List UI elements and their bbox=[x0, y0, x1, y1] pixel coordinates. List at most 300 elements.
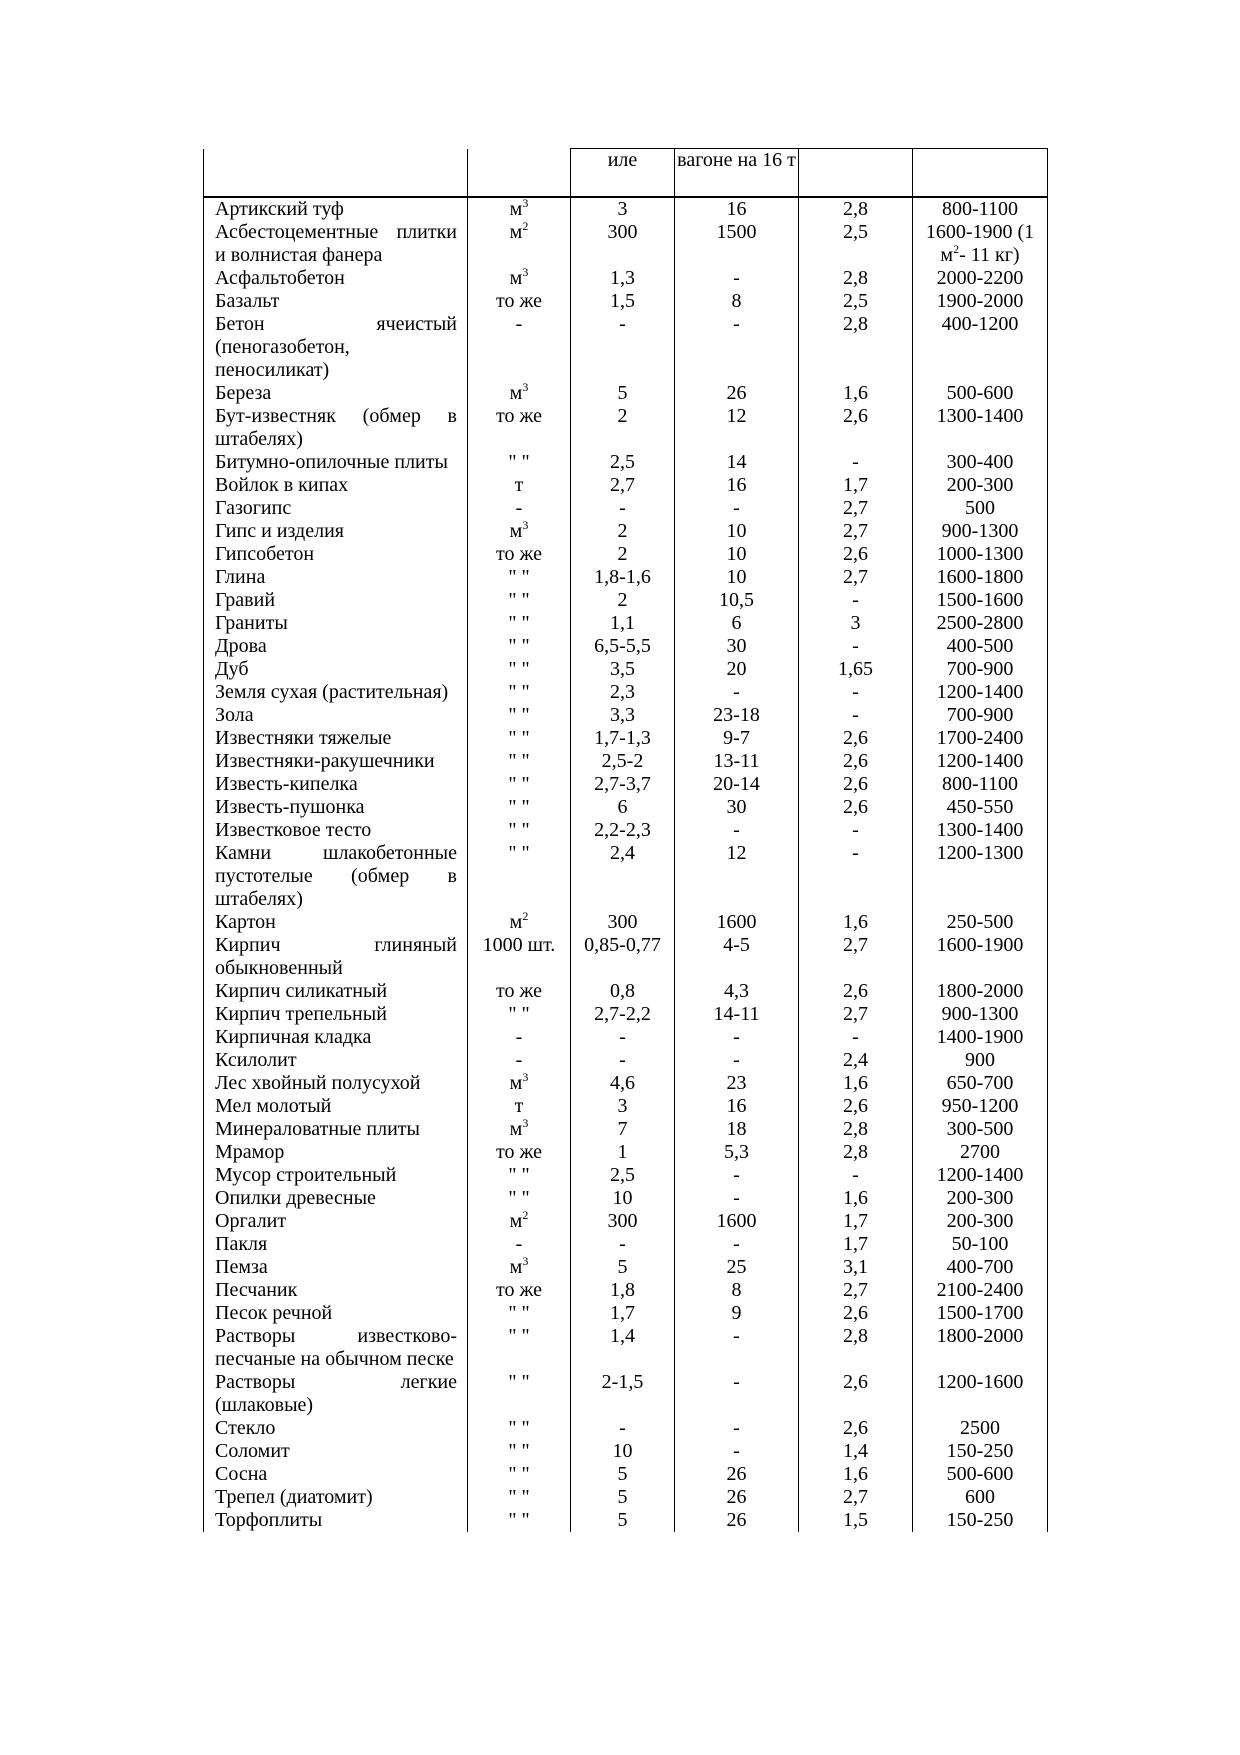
cell-quantity: 5 bbox=[571, 1486, 675, 1509]
cell-coefficient: - bbox=[799, 704, 913, 727]
cell-wagon-load: 1600 bbox=[675, 1210, 799, 1233]
cell-unit: $м^2$ bbox=[468, 1210, 571, 1233]
cell-quantity: 4,6 bbox=[571, 1072, 675, 1095]
cell-material-name: Стекло bbox=[204, 1417, 468, 1440]
cell-density: 450-550 bbox=[913, 796, 1048, 819]
cell-material-name: Глина bbox=[204, 566, 468, 589]
cell-quantity: 300 bbox=[571, 1210, 675, 1233]
cell-density: 2100-2400 bbox=[913, 1279, 1048, 1302]
cell-coefficient: - bbox=[799, 451, 913, 474]
cell-density: 900 bbox=[913, 1049, 1048, 1072]
cell-unit: $м^3$ bbox=[468, 1118, 571, 1141]
cell-unit: $м^2$ bbox=[468, 221, 571, 267]
cell-coefficient: 2,7 bbox=[799, 1279, 913, 1302]
cell-quantity: 2,2-2,3 bbox=[571, 819, 675, 842]
table-row bbox=[204, 221, 1048, 267]
table-row bbox=[204, 1509, 1048, 1532]
cell-density: 150-250 bbox=[913, 1440, 1048, 1463]
cell-coefficient: 2,6 bbox=[799, 773, 913, 796]
table-row bbox=[204, 589, 1048, 612]
cell-density: 1700-2400 bbox=[913, 727, 1048, 750]
cell-material-name: Береза bbox=[204, 382, 468, 405]
cell-material-name: Картон bbox=[204, 911, 468, 934]
cell-density: 400-700 bbox=[913, 1256, 1048, 1279]
cell-wagon-load: - bbox=[675, 1417, 799, 1440]
cell-material-name: Битумно-опилочные плиты bbox=[204, 451, 468, 474]
cell-unit: " " bbox=[468, 658, 571, 681]
header-cell-material bbox=[204, 149, 468, 198]
cell-material-name: Граниты bbox=[204, 612, 468, 635]
cell-wagon-load: 23 bbox=[675, 1072, 799, 1095]
cell-unit: " " bbox=[468, 451, 571, 474]
table-row bbox=[204, 750, 1048, 773]
cell-coefficient: 2,7 bbox=[799, 934, 913, 980]
cell-wagon-load: 20 bbox=[675, 658, 799, 681]
cell-unit: " " bbox=[468, 1003, 571, 1026]
cell-material-name: Мусор строительный bbox=[204, 1164, 468, 1187]
cell-coefficient: 1,7 bbox=[799, 1233, 913, 1256]
header-cell-coefficient bbox=[799, 149, 913, 198]
table-row bbox=[204, 934, 1048, 980]
cell-material-name: Гипсобетон bbox=[204, 543, 468, 566]
cell-quantity: 2,5-2 bbox=[571, 750, 675, 773]
cell-wagon-load: 9 bbox=[675, 1302, 799, 1325]
cell-quantity: 10 bbox=[571, 1187, 675, 1210]
cell-unit: " " bbox=[468, 842, 571, 911]
cell-wagon-load: 10 bbox=[675, 566, 799, 589]
cell-unit: то же bbox=[468, 543, 571, 566]
cell-coefficient: 2,7 bbox=[799, 520, 913, 543]
cell-density: 1000-1300 bbox=[913, 543, 1048, 566]
cell-material-name: Дуб bbox=[204, 658, 468, 681]
cell-quantity: 1 bbox=[571, 1141, 675, 1164]
cell-density: 300-400 bbox=[913, 451, 1048, 474]
cell-wagon-load: 6 bbox=[675, 612, 799, 635]
cell-unit: $м^2$ bbox=[468, 911, 571, 934]
cell-quantity: 2 bbox=[571, 543, 675, 566]
cell-wagon-load: 14 bbox=[675, 451, 799, 474]
cell-wagon-load: - bbox=[675, 1371, 799, 1417]
cell-material-name: Асфальтобетон bbox=[204, 267, 468, 290]
cell-quantity: 1,7 bbox=[571, 1302, 675, 1325]
cell-quantity: 2,7 bbox=[571, 474, 675, 497]
cell-coefficient: - bbox=[799, 635, 913, 658]
cell-coefficient: 1,6 bbox=[799, 1463, 913, 1486]
table-row bbox=[204, 520, 1048, 543]
materials-table bbox=[203, 148, 1048, 1532]
cell-wagon-load: 10 bbox=[675, 520, 799, 543]
cell-quantity: 2,7-3,7 bbox=[571, 773, 675, 796]
cell-density: 250-500 bbox=[913, 911, 1048, 934]
table-row bbox=[204, 658, 1048, 681]
cell-coefficient: 2,6 bbox=[799, 980, 913, 1003]
cell-material-name: Дрова bbox=[204, 635, 468, 658]
cell-wagon-load: - bbox=[675, 1187, 799, 1210]
cell-quantity: 1,8-1,6 bbox=[571, 566, 675, 589]
cell-wagon-load: 20-14 bbox=[675, 773, 799, 796]
table-row bbox=[204, 1049, 1048, 1072]
cell-material-name: Растворы легкие (шлаковые) bbox=[204, 1371, 468, 1417]
cell-wagon-load: 14-11 bbox=[675, 1003, 799, 1026]
table-row bbox=[204, 1003, 1048, 1026]
cell-quantity: 5 bbox=[571, 382, 675, 405]
cell-quantity: - bbox=[571, 1233, 675, 1256]
cell-density: 1300-1400 bbox=[913, 819, 1048, 842]
cell-wagon-load: 16 bbox=[675, 197, 799, 221]
cell-unit: $м^3$ bbox=[468, 1072, 571, 1095]
cell-coefficient: 1,4 bbox=[799, 1440, 913, 1463]
cell-unit: то же bbox=[468, 980, 571, 1003]
cell-unit: " " bbox=[468, 773, 571, 796]
cell-coefficient: 2,6 bbox=[799, 405, 913, 451]
cell-unit: " " bbox=[468, 1371, 571, 1417]
cell-density: 1400-1900 bbox=[913, 1026, 1048, 1049]
cell-wagon-load: - bbox=[675, 1049, 799, 1072]
cell-unit: $м^3$ bbox=[468, 1256, 571, 1279]
cell-density: 1800-2000 bbox=[913, 1325, 1048, 1371]
cell-material-name: Соломит bbox=[204, 1440, 468, 1463]
cell-coefficient: 2,5 bbox=[799, 290, 913, 313]
cell-material-name: Известь-кипелка bbox=[204, 773, 468, 796]
cell-coefficient: - bbox=[799, 681, 913, 704]
cell-unit: " " bbox=[468, 1302, 571, 1325]
cell-material-name: Известняки тяжелые bbox=[204, 727, 468, 750]
cell-wagon-load: 16 bbox=[675, 1095, 799, 1118]
cell-material-name: Известняки-ракушечники bbox=[204, 750, 468, 773]
cell-density: 900-1300 bbox=[913, 520, 1048, 543]
cell-wagon-load: - bbox=[675, 497, 799, 520]
cell-wagon-load: 5,3 bbox=[675, 1141, 799, 1164]
cell-quantity: 6,5-5,5 bbox=[571, 635, 675, 658]
cell-coefficient: 2,8 bbox=[799, 313, 913, 382]
cell-unit: " " bbox=[468, 750, 571, 773]
cell-quantity: 3,5 bbox=[571, 658, 675, 681]
header-cell-density bbox=[913, 149, 1048, 198]
cell-material-name: Бут-известняк (обмер в штабелях) bbox=[204, 405, 468, 451]
cell-quantity: 2,5 bbox=[571, 1164, 675, 1187]
header-cell-quantity: иле bbox=[571, 149, 675, 198]
cell-coefficient: 3 bbox=[799, 612, 913, 635]
cell-quantity: 6 bbox=[571, 796, 675, 819]
table-row bbox=[204, 1095, 1048, 1118]
cell-unit: " " bbox=[468, 1509, 571, 1532]
cell-quantity: 2,4 bbox=[571, 842, 675, 911]
cell-density: 2000-2200 bbox=[913, 267, 1048, 290]
cell-wagon-load: 1600 bbox=[675, 911, 799, 934]
cell-unit: " " bbox=[468, 1325, 571, 1371]
cell-density: 1200-1400 bbox=[913, 681, 1048, 704]
cell-quantity: 10 bbox=[571, 1440, 675, 1463]
cell-unit: - bbox=[468, 1049, 571, 1072]
table-row bbox=[204, 451, 1048, 474]
cell-density: 1300-1400 bbox=[913, 405, 1048, 451]
cell-coefficient: 2,6 bbox=[799, 543, 913, 566]
cell-wagon-load: 10,5 bbox=[675, 589, 799, 612]
cell-coefficient: 3,1 bbox=[799, 1256, 913, 1279]
cell-wagon-load: - bbox=[675, 267, 799, 290]
cell-density: 1600-1800 bbox=[913, 566, 1048, 589]
cell-material-name: Камни шлакобетонные пустотелые (обмер в штабелях) bbox=[204, 842, 468, 911]
cell-coefficient: 2,6 bbox=[799, 1371, 913, 1417]
cell-density: 700-900 bbox=[913, 704, 1048, 727]
cell-unit: " " bbox=[468, 635, 571, 658]
table-row bbox=[204, 980, 1048, 1003]
cell-material-name: Песок речной bbox=[204, 1302, 468, 1325]
cell-wagon-load: 26 bbox=[675, 1463, 799, 1486]
cell-wagon-load: 25 bbox=[675, 1256, 799, 1279]
table-row bbox=[204, 1279, 1048, 1302]
cell-wagon-load: 4-5 bbox=[675, 934, 799, 980]
cell-quantity: - bbox=[571, 1049, 675, 1072]
table-row bbox=[204, 612, 1048, 635]
cell-coefficient: 2,8 bbox=[799, 1118, 913, 1141]
cell-wagon-load: 23-18 bbox=[675, 704, 799, 727]
cell-material-name: Бетон ячеистый (пеногазобетон, пеносиликат) bbox=[204, 313, 468, 382]
cell-material-name: Войлок в кипах bbox=[204, 474, 468, 497]
cell-material-name: Растворы известково-песчаные на обычном песке bbox=[204, 1325, 468, 1371]
cell-coefficient: - bbox=[799, 1026, 913, 1049]
cell-wagon-load: 18 bbox=[675, 1118, 799, 1141]
cell-quantity: 1,5 bbox=[571, 290, 675, 313]
cell-material-name: Гравий bbox=[204, 589, 468, 612]
table-row bbox=[204, 1371, 1048, 1417]
cell-coefficient: 1,5 bbox=[799, 1509, 913, 1532]
cell-unit: - bbox=[468, 1233, 571, 1256]
table-row bbox=[204, 842, 1048, 911]
cell-density: 300-500 bbox=[913, 1118, 1048, 1141]
cell-unit: то же bbox=[468, 405, 571, 451]
cell-coefficient: 2,8 bbox=[799, 267, 913, 290]
cell-quantity: 7 bbox=[571, 1118, 675, 1141]
cell-quantity: 0,8 bbox=[571, 980, 675, 1003]
cell-unit: " " bbox=[468, 1187, 571, 1210]
cell-unit: то же bbox=[468, 1141, 571, 1164]
table-row bbox=[204, 1325, 1048, 1371]
cell-unit: - bbox=[468, 1026, 571, 1049]
cell-material-name: Пемза bbox=[204, 1256, 468, 1279]
table-row bbox=[204, 1463, 1048, 1486]
cell-material-name: Кирпич трепельный bbox=[204, 1003, 468, 1026]
cell-density: 700-900 bbox=[913, 658, 1048, 681]
table-row bbox=[204, 1072, 1048, 1095]
cell-quantity: - bbox=[571, 313, 675, 382]
cell-wagon-load: - bbox=[675, 313, 799, 382]
cell-material-name: Сосна bbox=[204, 1463, 468, 1486]
cell-quantity: 1,4 bbox=[571, 1325, 675, 1371]
cell-wagon-load: 13-11 bbox=[675, 750, 799, 773]
cell-density: 1200-1600 bbox=[913, 1371, 1048, 1417]
cell-quantity: 2 bbox=[571, 589, 675, 612]
cell-unit: - bbox=[468, 313, 571, 382]
cell-quantity: 1,1 bbox=[571, 612, 675, 635]
table-row bbox=[204, 197, 1048, 221]
cell-coefficient: 2,5 bbox=[799, 221, 913, 267]
cell-density: 200-300 bbox=[913, 474, 1048, 497]
cell-quantity: 2,7-2,2 bbox=[571, 1003, 675, 1026]
cell-quantity: - bbox=[571, 497, 675, 520]
cell-unit: " " bbox=[468, 727, 571, 750]
cell-unit: т bbox=[468, 474, 571, 497]
cell-density: 400-1200 bbox=[913, 313, 1048, 382]
table-row bbox=[204, 1141, 1048, 1164]
cell-unit: " " bbox=[468, 612, 571, 635]
cell-density: 2700 bbox=[913, 1141, 1048, 1164]
cell-coefficient: 2,6 bbox=[799, 1417, 913, 1440]
cell-coefficient: 2,6 bbox=[799, 1095, 913, 1118]
cell-unit: то же bbox=[468, 1279, 571, 1302]
cell-coefficient: - bbox=[799, 842, 913, 911]
cell-density: 650-700 bbox=[913, 1072, 1048, 1095]
cell-material-name: Мел молотый bbox=[204, 1095, 468, 1118]
cell-quantity: 0,85-0,77 bbox=[571, 934, 675, 980]
cell-density: 1500-1700 bbox=[913, 1302, 1048, 1325]
table-row bbox=[204, 1118, 1048, 1141]
cell-wagon-load: 30 bbox=[675, 796, 799, 819]
cell-quantity: 3,3 bbox=[571, 704, 675, 727]
cell-unit: $м^3$ bbox=[468, 382, 571, 405]
cell-coefficient: 1,6 bbox=[799, 1187, 913, 1210]
cell-unit: " " bbox=[468, 1417, 571, 1440]
cell-material-name: Мрамор bbox=[204, 1141, 468, 1164]
cell-material-name: Известковое тесто bbox=[204, 819, 468, 842]
cell-quantity: 5 bbox=[571, 1509, 675, 1532]
cell-quantity: - bbox=[571, 1026, 675, 1049]
cell-material-name: Гипс и изделия bbox=[204, 520, 468, 543]
cell-quantity: 300 bbox=[571, 221, 675, 267]
table-row bbox=[204, 727, 1048, 750]
cell-coefficient: 1,6 bbox=[799, 382, 913, 405]
cell-quantity: 1,8 bbox=[571, 1279, 675, 1302]
cell-density: 1500-1600 bbox=[913, 589, 1048, 612]
cell-material-name: Базальт bbox=[204, 290, 468, 313]
cell-coefficient: 2,7 bbox=[799, 1486, 913, 1509]
cell-unit: " " bbox=[468, 1164, 571, 1187]
table-body bbox=[204, 197, 1048, 1532]
cell-unit: " " bbox=[468, 589, 571, 612]
table-row bbox=[204, 704, 1048, 727]
table-row bbox=[204, 566, 1048, 589]
cell-quantity: 5 bbox=[571, 1463, 675, 1486]
cell-unit: $м^3$ bbox=[468, 520, 571, 543]
cell-material-name: Известь-пушонка bbox=[204, 796, 468, 819]
cell-density: 2500 bbox=[913, 1417, 1048, 1440]
table-row bbox=[204, 543, 1048, 566]
cell-quantity: 2-1,5 bbox=[571, 1371, 675, 1417]
table-row bbox=[204, 819, 1048, 842]
cell-density: 200-300 bbox=[913, 1210, 1048, 1233]
cell-material-name: Торфоплиты bbox=[204, 1509, 468, 1532]
cell-wagon-load: - bbox=[675, 681, 799, 704]
table-header bbox=[204, 149, 1048, 198]
cell-coefficient: 2,8 bbox=[799, 1141, 913, 1164]
table-row bbox=[204, 497, 1048, 520]
table-row bbox=[204, 1440, 1048, 1463]
cell-density: 2500-2800 bbox=[913, 612, 1048, 635]
cell-wagon-load: 9-7 bbox=[675, 727, 799, 750]
cell-material-name: Трепел (диатомит) bbox=[204, 1486, 468, 1509]
cell-unit: " " bbox=[468, 1486, 571, 1509]
cell-wagon-load: 12 bbox=[675, 405, 799, 451]
table-row bbox=[204, 313, 1048, 382]
cell-coefficient: 2,6 bbox=[799, 750, 913, 773]
table-row bbox=[204, 1187, 1048, 1210]
cell-wagon-load: 8 bbox=[675, 290, 799, 313]
cell-material-name: Пакля bbox=[204, 1233, 468, 1256]
cell-coefficient: 1,6 bbox=[799, 911, 913, 934]
cell-wagon-load: 8 bbox=[675, 1279, 799, 1302]
cell-material-name: Ксилолит bbox=[204, 1049, 468, 1072]
cell-unit: - bbox=[468, 497, 571, 520]
cell-material-name: Асбестоцементные плитки и волнистая фанера bbox=[204, 221, 468, 267]
cell-density: 900-1300 bbox=[913, 1003, 1048, 1026]
cell-wagon-load: 26 bbox=[675, 382, 799, 405]
cell-density: 1200-1300 bbox=[913, 842, 1048, 911]
cell-unit: " " bbox=[468, 1463, 571, 1486]
cell-wagon-load: - bbox=[675, 1164, 799, 1187]
cell-wagon-load: 16 bbox=[675, 474, 799, 497]
table-row bbox=[204, 474, 1048, 497]
cell-density: 50-100 bbox=[913, 1233, 1048, 1256]
cell-density: 500-600 bbox=[913, 1463, 1048, 1486]
cell-unit: т bbox=[468, 1095, 571, 1118]
cell-material-name: Кирпич глиняный обыкновенный bbox=[204, 934, 468, 980]
cell-density: 150-250 bbox=[913, 1509, 1048, 1532]
cell-coefficient: 2,6 bbox=[799, 796, 913, 819]
cell-density: 400-500 bbox=[913, 635, 1048, 658]
cell-density: 1900-2000 bbox=[913, 290, 1048, 313]
cell-coefficient: 2,7 bbox=[799, 566, 913, 589]
cell-density: 200-300 bbox=[913, 1187, 1048, 1210]
table-row bbox=[204, 773, 1048, 796]
cell-wagon-load: 1500 bbox=[675, 221, 799, 267]
cell-quantity: 2 bbox=[571, 405, 675, 451]
table-row bbox=[204, 796, 1048, 819]
cell-unit: 1000 шт. bbox=[468, 934, 571, 980]
cell-material-name: Кирпичная кладка bbox=[204, 1026, 468, 1049]
cell-density: 1600-1900 (1 $м^2-$ 11 кг) bbox=[913, 221, 1048, 267]
cell-wagon-load: 26 bbox=[675, 1509, 799, 1532]
header-cell-unit bbox=[468, 149, 571, 198]
cell-quantity: 1,7-1,3 bbox=[571, 727, 675, 750]
cell-material-name: Оргалит bbox=[204, 1210, 468, 1233]
table-row bbox=[204, 1164, 1048, 1187]
cell-wagon-load: 30 bbox=[675, 635, 799, 658]
cell-coefficient: 1,6 bbox=[799, 1072, 913, 1095]
table-row bbox=[204, 405, 1048, 451]
cell-wagon-load: 26 bbox=[675, 1486, 799, 1509]
table-row bbox=[204, 1256, 1048, 1279]
table-row bbox=[204, 911, 1048, 934]
table-row bbox=[204, 1233, 1048, 1256]
cell-wagon-load: 4,3 bbox=[675, 980, 799, 1003]
cell-density: 950-1200 bbox=[913, 1095, 1048, 1118]
cell-material-name: Зола bbox=[204, 704, 468, 727]
cell-unit: " " bbox=[468, 681, 571, 704]
cell-unit: то же bbox=[468, 290, 571, 313]
header-row bbox=[204, 149, 1048, 198]
cell-density: 500 bbox=[913, 497, 1048, 520]
cell-coefficient: 2,6 bbox=[799, 1302, 913, 1325]
cell-unit: " " bbox=[468, 566, 571, 589]
cell-coefficient: 1,7 bbox=[799, 1210, 913, 1233]
cell-coefficient: - bbox=[799, 1164, 913, 1187]
cell-material-name: Газогипс bbox=[204, 497, 468, 520]
cell-wagon-load: - bbox=[675, 1325, 799, 1371]
cell-quantity: 2,5 bbox=[571, 451, 675, 474]
cell-material-name: Песчаник bbox=[204, 1279, 468, 1302]
cell-density: 800-1100 bbox=[913, 773, 1048, 796]
cell-coefficient: 2,7 bbox=[799, 1003, 913, 1026]
